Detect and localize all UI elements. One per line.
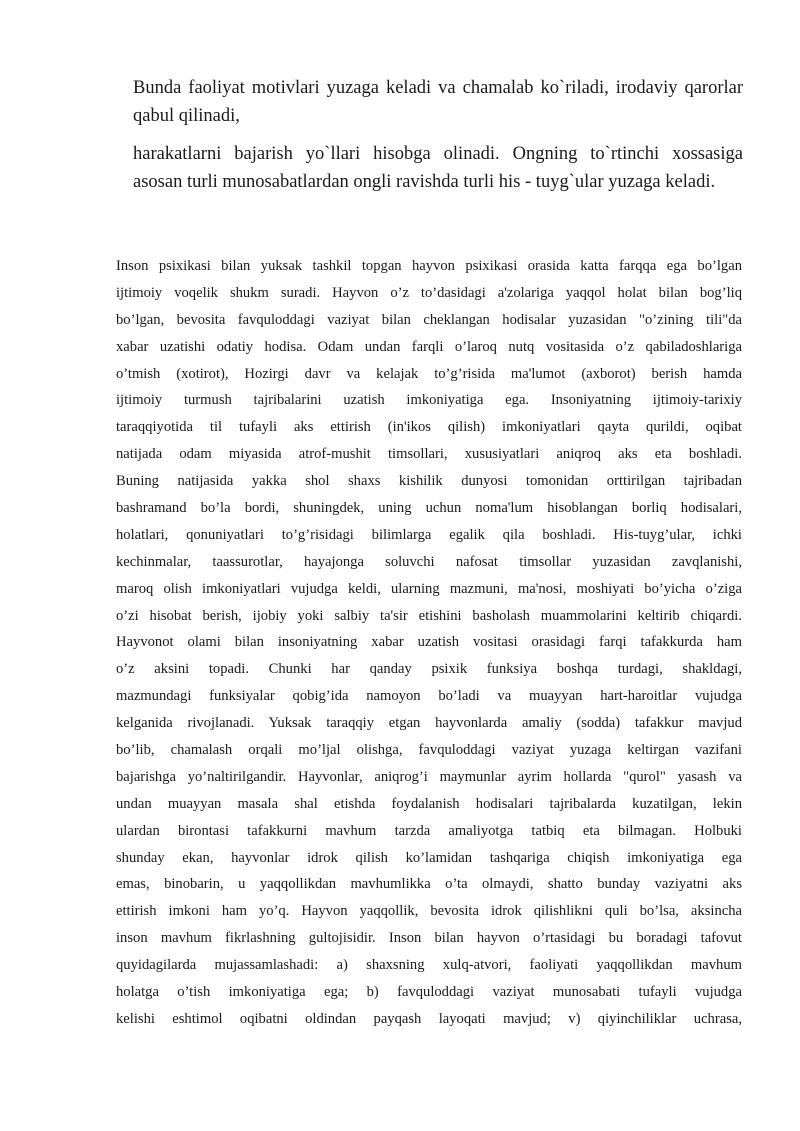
body-line: quyidagilarda mujassamlashadi: a) shaxsning xulq-atvori, faoliyati yaqqollikdan mavhum — [116, 957, 742, 974]
body-line: bajarishga yo’naltirilgandir. Hayvonlar, aniqrog’i maymunlar ayrim hollarda "qurol" yasash va — [116, 768, 742, 785]
intro-paragraph-1 — [133, 74, 743, 130]
intro-paragraph-2 — [133, 140, 743, 196]
body-line: o’z aksini topadi. Chunki har qanday psixik funksiya boshqa turdagi, shakldagi, — [116, 661, 742, 678]
intro-line: qabul qilinadi, — [133, 106, 240, 126]
body-line: kelishi eshtimol oqibatni oldindan payqash layoqati mavjud; v) qiyinchiliklar uchrasa, — [116, 1010, 742, 1027]
body-line: holatlari, qonuniyatlari to’g’risidagi bilimlarga egalik qila boshladi. His-tuyg’ular, ichki — [116, 526, 742, 543]
body-line: kechinmalar, taassurotlar, hayajonga soluvchi nafosat timsollar yuzasidan zavqlanishi, — [116, 553, 742, 570]
body-line: bashramand bo’la bordi, shuningdek, uning uchun noma'lum hisoblangan borliq hodisalari, — [116, 500, 742, 517]
body-line: natijada odam miyasida atrof-mushit timsollari, xususiyatlari aniqroq aks eta boshladi. — [116, 446, 742, 463]
body-line: undan muayyan masala shal etishda foydalanish hodisalari tajribalarda kuzatilgan, lekin — [116, 795, 742, 812]
body-line: o’zi hisobat berish, ijobiy yoki salbiy ta'sir etishini basholash muammolarini keltirib chiqardi. — [116, 607, 742, 624]
body-line: Inson psixikasi bilan yuksak tashkil topgan hayvon psixikasi orasida katta farqqa ega bo’lgan — [116, 258, 742, 274]
body-line: bo’lib, chamalash orqali mo’ljal olishga, favquloddagi vaziyat yuzaga keltirgan vazifani — [116, 742, 742, 759]
body-line: taraqqiyotida til tufayli aks ettirish (in'ikos qilish) imkoniyatlari qayta qurildi, oqibat — [116, 419, 742, 436]
intro-line: harakatlarni bajarish yo`llari hisobga olinadi. Ongning to`rtinchi xossasiga — [133, 144, 743, 164]
body-line: ijtimoiy voqelik shukm suradi. Hayvon o’z to’dasidagi a'zolariga yaqqol holat bilan bog’liq — [116, 284, 742, 301]
body-line: Buning natijasida yakka shol shaxs kishilik dunyosi tomonidan orttirilgan tajribadan — [116, 473, 742, 490]
intro-block — [133, 74, 743, 196]
body-line: ulardan birontasi tafakkurni mavhum tarzda amaliyotga tatbiq eta bilmagan. Holbuki — [116, 822, 742, 839]
body-line: shunday ekan, hayvonlar idrok qilish ko’lamidan tashqariga chiqish imkoniyatiga ega — [116, 849, 742, 866]
body-line: emas, binobarin, u yaqqollikdan mavhumlikka o’ta olmaydi, shatto bunday vaziyatni aks — [116, 876, 742, 893]
body-text — [116, 253, 742, 1033]
body-line: bo’lgan, bevosita favquloddagi vaziyat bilan cheklangan hodisalar yuzasidan "o’zining tili"da — [116, 311, 742, 328]
body-line: o’tmish (xotirot), Hozirgi davr va kelajak to’g’risida ma'lumot (axborot) berish hamda — [116, 365, 742, 382]
intro-line: Bunda faoliyat motivlari yuzaga keladi va chamalab ko`riladi, irodaviy qarorlar — [133, 78, 743, 98]
body-line: maroq olish imkoniyatlari vujudga keldi, ularning mazmuni, ma'nosi, moshiyati bo’yicha o’ziga — [116, 580, 742, 597]
body-line: ettirish imkoni ham yo’q. Hayvon yaqqollik, bevosita idrok qilishlikni quli bo’lsa, aksincha — [116, 903, 742, 920]
body-line: Hayvonot olami bilan insoniyatning xabar uzatish vositasi orasidagi farqi tafakkurda ham — [116, 634, 742, 651]
body-line: kelganida rivojlanadi. Yuksak taraqqiy etgan hayvonlarda amaliy (sodda) tafakkur mavjud — [116, 715, 742, 732]
body-line: xabar uzatishi odatiy hodisa. Odam undan farqli o’laroq nutq vositasida o’z qabiladoshlariga — [116, 338, 742, 355]
body-line: mazmundagi funksiyalar qobig’ida namoyon bo’ladi va muayyan hart-haroitlar vujudga — [116, 688, 742, 705]
body-line: inson mavhum fikrlashning gultojisidir. Inson bilan hayvon o’rtasidagi bu boradagi tafovut — [116, 930, 742, 947]
body-line: holatga o’tish imkoniyatiga ega; b) favquloddagi vaziyat munosabati tufayli vujudga — [116, 984, 742, 1001]
intro-line: asosan turli munosabatlardan ongli ravishda turli his - tuyg`ular yuzaga keladi. — [133, 172, 716, 192]
body-line: ijtimoiy turmush tajribalarini uzatish imkoniyatiga ega. Insoniyatning ijtimoiy-tarixiy — [116, 392, 742, 409]
